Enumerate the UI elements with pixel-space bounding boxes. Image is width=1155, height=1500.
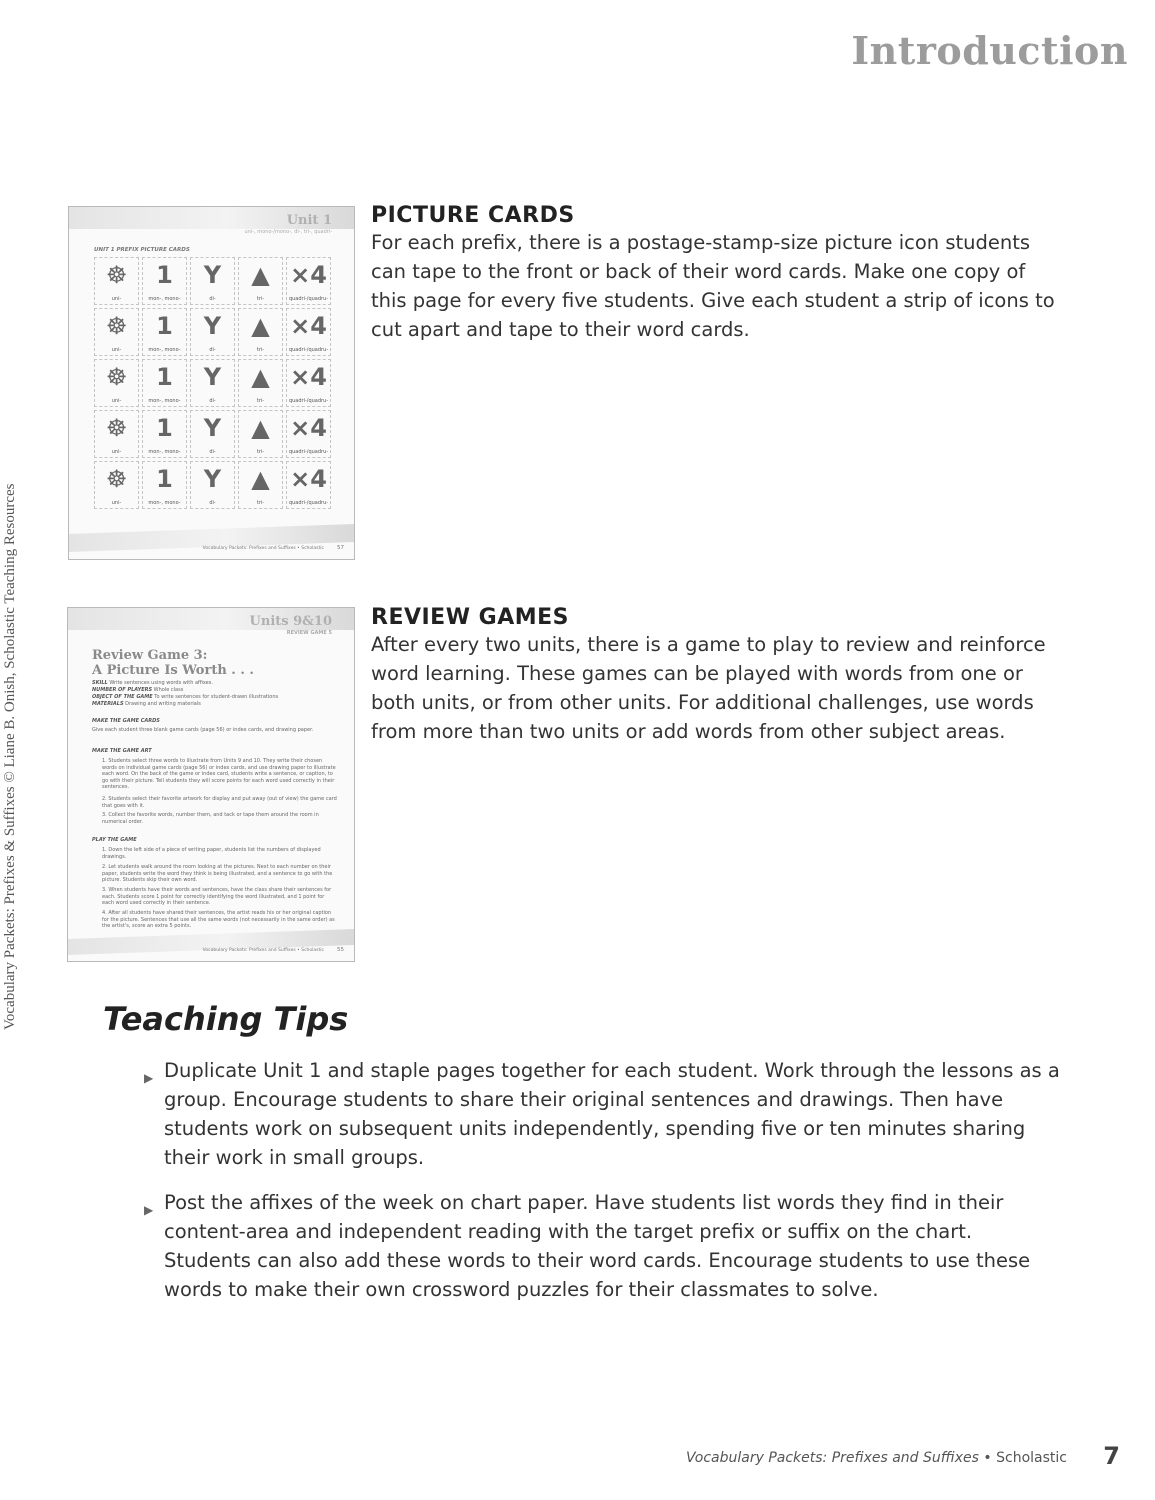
picture-cards-body: For each prefix, there is a postage-stamp-size picture icon students can tape to the front or back of their word cards. Make one copy of this page for every five students. Give each student a strip of icons to cut apart and tape to their word cards. [371, 231, 1055, 341]
review-game-thumbnail [67, 607, 355, 962]
triangle-icon: ▲ [251, 414, 270, 442]
picture-card [238, 410, 283, 458]
y-shape-icon: Y [203, 312, 222, 340]
unicycle-icon: ☸ [105, 261, 128, 289]
make-art-heading: MAKE THE GAME ART [92, 748, 152, 754]
review-game-title [92, 648, 254, 678]
unicycle-icon: ☸ [105, 414, 128, 442]
picture-card [238, 461, 283, 509]
skill-line: SKILL Write sentences using words with affixes. [92, 680, 213, 686]
number-one-icon: 1 [156, 414, 173, 442]
picture-card-label: quadri-/quadru- [288, 398, 329, 404]
picture-card [238, 308, 283, 356]
picture-card [142, 461, 187, 509]
teaching-tips-heading: Teaching Tips [103, 1000, 349, 1038]
triangle-icon: ▲ [251, 363, 270, 391]
page-footer [686, 1450, 1067, 1466]
y-shape-icon: Y [203, 414, 222, 442]
picture-card-label: uni- [111, 296, 122, 302]
picture-card-label: di- [209, 398, 216, 404]
picture-card-label: quadri-/quadru- [288, 500, 329, 506]
spine-copyright: Vocabulary Packets: Prefixes & Suffixes © Liane B. Onish, Scholastic Teaching Resources [2, 483, 18, 1030]
play-step-1: 1. Down the left side of a piece of writing paper, students list the numbers of displayed drawings. [102, 847, 321, 860]
unicycle-icon: ☸ [105, 465, 128, 493]
picture-card-label: di- [209, 500, 216, 506]
bullet-triangle-icon: ▶ [144, 1203, 154, 1217]
picture-card [238, 359, 283, 407]
thumb-footer: Vocabulary Packets: Prefixes and Suffixes • Scholastic [202, 546, 324, 551]
picture-card-label: quadri-/quadru- [288, 449, 329, 455]
picture-card [94, 410, 139, 458]
bullet-triangle-icon: ▶ [144, 1071, 154, 1085]
review-games-body: After every two units, there is a game to play to review and reinforce word learning. These games can be played with words from one or both units, or from other units. For additional challenges, use words from more than two units or add words from other subject areas. [371, 633, 1046, 743]
picture-card-row [94, 359, 344, 407]
picture-card-grid [94, 257, 344, 512]
picture-card [190, 359, 235, 407]
picture-card [190, 410, 235, 458]
picture-card [142, 257, 187, 305]
picture-card [142, 410, 187, 458]
picture-card [190, 308, 235, 356]
times-four-icon: ×4 [290, 414, 327, 442]
picture-card-label: tri- [256, 449, 265, 455]
times-four-icon: ×4 [290, 261, 327, 289]
triangle-icon: ▲ [251, 261, 270, 289]
picture-card-label: tri- [256, 500, 265, 506]
materials-line: MATERIALS Drawing and writing materials [92, 701, 201, 707]
review-game-title-line1: Review Game 3: [92, 648, 208, 663]
make-art-step-2: 2. Students select their favorite artwork for display and put away (out of view) the game card that goes with it. [102, 796, 337, 809]
footer-publisher: Scholastic [996, 1450, 1067, 1466]
thumb-unit-sub: uni-, mono-/mono-, di-, tri-, quadri- [244, 229, 332, 235]
number-one-icon: 1 [156, 363, 173, 391]
section-title: Introduction [851, 28, 1128, 73]
triangle-icon: ▲ [251, 465, 270, 493]
thumb-unit-label: Units 9&10 [249, 614, 332, 629]
thumb-page: 57 [337, 545, 344, 551]
thumb-heading: UNIT 1 PREFIX PICTURE CARDS [94, 247, 190, 253]
picture-card-row [94, 410, 344, 458]
picture-card [286, 257, 331, 305]
picture-card-label: mon-, mono- [148, 347, 181, 353]
players-line: NUMBER OF PLAYERS Whole class [92, 687, 184, 693]
make-cards-heading: MAKE THE GAME CARDS [92, 718, 160, 724]
footer-book-title: Vocabulary Packets: Prefixes and Suffixes [686, 1450, 979, 1466]
tip-item-1 [144, 1056, 1064, 1172]
picture-card-label: mon-, mono- [148, 500, 181, 506]
play-step-4: 4. After all students have shared their sentences, the artist reads his or her original caption for the picture. Sentences that use all the same words (not necessarily in the same order) as the artist's, score an extra 5 points. [102, 910, 335, 929]
picture-card-row [94, 308, 344, 356]
picture-card-label: di- [209, 296, 216, 302]
tip-item-2 [144, 1188, 1064, 1304]
unicycle-icon: ☸ [105, 312, 128, 340]
y-shape-icon: Y [203, 465, 222, 493]
picture-card-label: tri- [256, 398, 265, 404]
times-four-icon: ×4 [290, 363, 327, 391]
play-step-3: 3. When students have their words and sentences, have the class share their sentences for each. Students score 1 point for correctly identifying the word illustrated, and 1 point for each word used correctly in their sentence. [102, 887, 332, 906]
picture-card-label: uni- [111, 347, 122, 353]
footer-separator: • [983, 1450, 992, 1466]
number-one-icon: 1 [156, 465, 173, 493]
picture-card-label: uni- [111, 398, 122, 404]
picture-card-label: tri- [256, 347, 265, 353]
picture-card [286, 410, 331, 458]
number-one-icon: 1 [156, 312, 173, 340]
picture-card [286, 359, 331, 407]
picture-card-label: uni- [111, 500, 122, 506]
picture-card [94, 308, 139, 356]
picture-card [142, 308, 187, 356]
y-shape-icon: Y [203, 261, 222, 289]
picture-card-label: uni- [111, 449, 122, 455]
picture-card [94, 461, 139, 509]
picture-card-row [94, 461, 344, 509]
review-game-title-line2: A Picture Is Worth . . . [92, 663, 254, 678]
tip-text: Post the affixes of the week on chart paper. Have students list words they find in their content-area and independent reading with the target prefix or suffix on the chart. Students can also add these words to their word cards. Encourage students to use these words to make their own crossword puzzles for their classmates to solve. [164, 1191, 1031, 1301]
triangle-icon: ▲ [251, 312, 270, 340]
picture-card [190, 257, 235, 305]
picture-card [286, 308, 331, 356]
picture-cards-section [371, 203, 1061, 344]
picture-card [190, 461, 235, 509]
picture-card-label: mon-, mono- [148, 296, 181, 302]
picture-card-label: di- [209, 449, 216, 455]
thumb-footer: Vocabulary Packets: Prefixes and Suffixes • Scholastic [202, 948, 324, 953]
picture-card [94, 359, 139, 407]
unicycle-icon: ☸ [105, 363, 128, 391]
times-four-icon: ×4 [290, 465, 327, 493]
picture-card [238, 257, 283, 305]
picture-card-label: quadri-/quadru- [288, 296, 329, 302]
object-line: OBJECT OF THE GAME To write sentences for student-drawn illustrations [92, 694, 279, 700]
picture-card-label: di- [209, 347, 216, 353]
make-cards-text: Give each student three blank game cards (page 56) or index cards, and drawing paper. [92, 727, 314, 733]
picture-card-label: quadri-/quadru- [288, 347, 329, 353]
review-games-heading: REVIEW GAMES [371, 605, 569, 630]
picture-card-label: mon-, mono- [148, 449, 181, 455]
tip-text: Duplicate Unit 1 and staple pages together for each student. Work through the lessons as a group. Encourage students to share their original sentences and drawings. Then have students work on subsequent units independently, spending five or ten minutes sharing their work in small groups. [164, 1059, 1060, 1169]
make-art-step-3: 3. Collect the favorite words, number them, and tack or tape them around the room in numerical order. [102, 812, 319, 825]
play-heading: PLAY THE GAME [92, 837, 137, 843]
thumb-unit-sub: REVIEW GAME 5 [286, 630, 332, 636]
picture-card [142, 359, 187, 407]
times-four-icon: ×4 [290, 312, 327, 340]
picture-cards-heading: PICTURE CARDS [371, 203, 575, 228]
picture-card-row [94, 257, 344, 305]
picture-card-label: mon-, mono- [148, 398, 181, 404]
page-number: 7 [1103, 1442, 1120, 1470]
review-games-section [371, 605, 1051, 746]
play-step-2: 2. Let students walk around the room looking at the pictures. Next to each number on their paper, students write the word they think is being illustrated, and a sentence to go with the picture. Students skip their own word. [102, 864, 333, 883]
thumb-page: 55 [337, 947, 344, 953]
picture-card-label: tri- [256, 296, 265, 302]
picture-card [94, 257, 139, 305]
picture-cards-thumbnail [68, 206, 355, 560]
y-shape-icon: Y [203, 363, 222, 391]
thumb-unit-label: Unit 1 [286, 213, 332, 228]
picture-card [286, 461, 331, 509]
make-art-step-1: 1. Students select three words to illustrate from Units 9 and 10. They write their chosen words on individual game cards (page 56) or index cards, and use drawing paper to illustrate each word. On the back of the game or index card, students write a sentence, or caption, to go with their picture. Tell students they will score points for each word used correctly in their sentences. [102, 758, 336, 790]
number-one-icon: 1 [156, 261, 173, 289]
